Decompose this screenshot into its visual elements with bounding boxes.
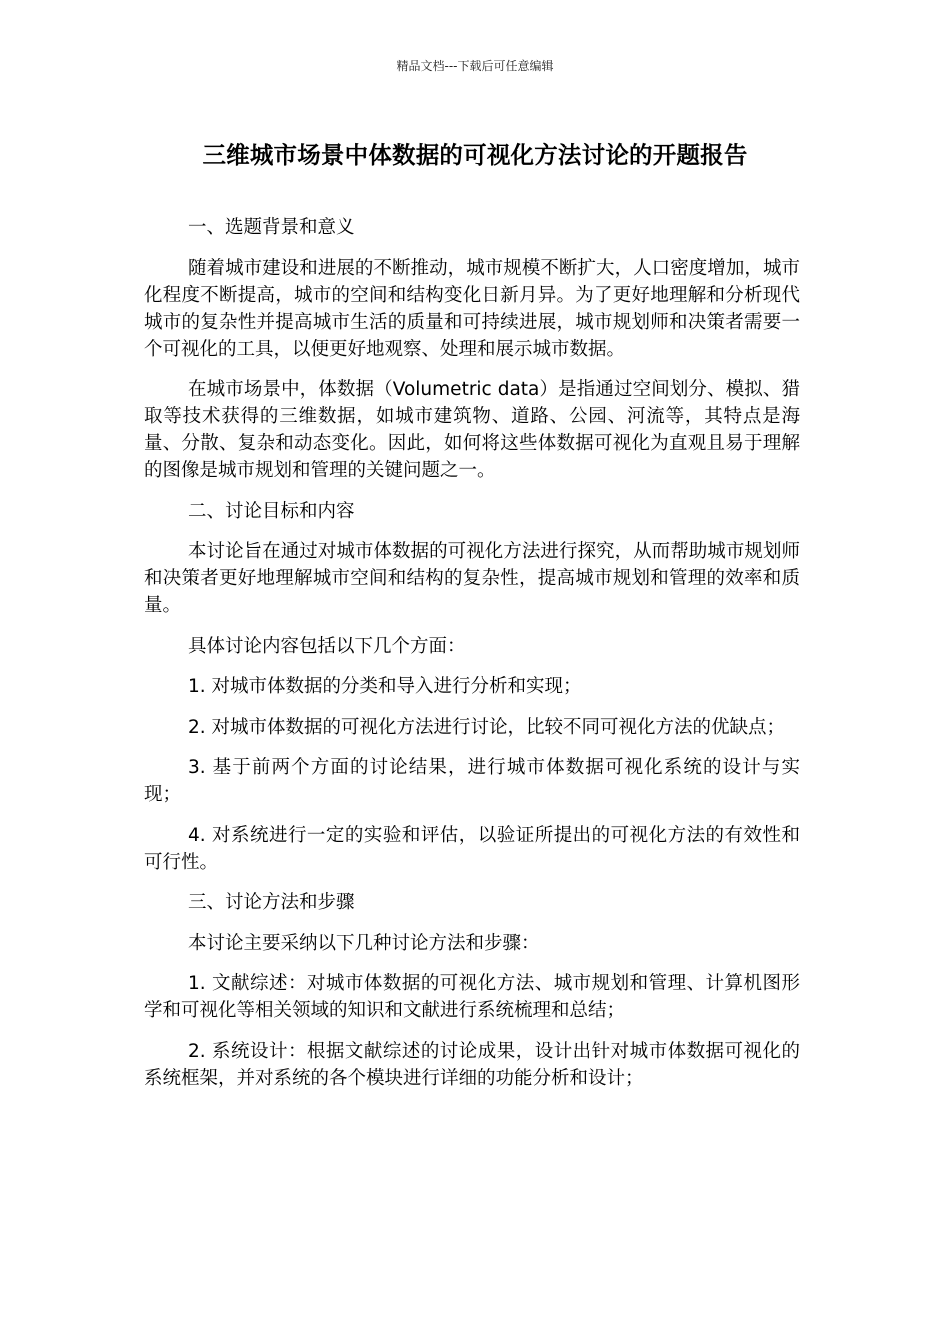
document-title: 三维城市场景中体数据的可视化方法讨论的开题报告 xyxy=(202,141,748,169)
paragraph-background-2: 在城市场景中，体数据（Volumetric data）是指通过空间划分、模拟、猎取等技术获得的三维数据，如城市建筑物、道路、公园、河流等，其特点是海量、分散、复杂和动态变化。因此，如何将这些体数据可视化为直观且易于理解的图像是城市规划和管理的关键问题之一。 xyxy=(144,379,800,481)
paragraph-background-1: 随着城市建设和进展的不断推动，城市规模不断扩大，人口密度增加，城市化程度不断提高，城市的空间和结构变化日新月异。为了更好地理解和分析现代城市的复杂性并提高城市生活的质量和可持续进展，城市规划师和决策者需要一个可视化的工具，以便更好地观察、处理和展示城市数据。 xyxy=(144,257,800,360)
list-item-goal-2: 2. 对城市体数据的可视化方法进行讨论，比较不同可视化方法的优缺点； xyxy=(188,716,786,738)
list-item-method-2: 2. 系统设计：根据文献综述的讨论成果，设计出针对城市体数据可视化的系统框架，并对系统的各个模块进行详细的功能分析和设计； xyxy=(144,1040,800,1089)
page-header-note: 精品文档---下载后可任意编辑 xyxy=(396,59,554,73)
section-heading-goals: 二、讨论目标和内容 xyxy=(188,500,355,522)
list-item-goal-4: 4. 对系统进行一定的实验和评估，以验证所提出的可视化方法的有效性和可行性。 xyxy=(144,824,800,873)
paragraph-goals-2: 具体讨论内容包括以下几个方面： xyxy=(188,635,466,657)
list-item-goal-3: 3. 基于前两个方面的讨论结果，进行城市体数据可视化系统的设计与实现； xyxy=(144,757,800,805)
document-body xyxy=(144,214,800,1105)
list-item-method-1: 1. 文献综述：对城市体数据的可视化方法、城市规划和管理、计算机图形学和可视化等相关领域的知识和文献进行系统梳理和总结； xyxy=(144,973,800,1021)
list-item-goal-1: 1. 对城市体数据的分类和导入进行分析和实现； xyxy=(188,676,582,697)
section-heading-methods: 三、讨论方法和步骤 xyxy=(188,892,355,913)
paragraph-goals-1: 本讨论旨在通过对城市体数据的可视化方法进行探究，从而帮助城市规划师和决策者更好地理解城市空间和结构的复杂性，提高城市规划和管理的效率和质量。 xyxy=(144,541,800,616)
paragraph-methods-1: 本讨论主要采纳以下几种讨论方法和步骤： xyxy=(188,932,540,954)
section-heading-background: 一、选题背景和意义 xyxy=(188,217,355,238)
